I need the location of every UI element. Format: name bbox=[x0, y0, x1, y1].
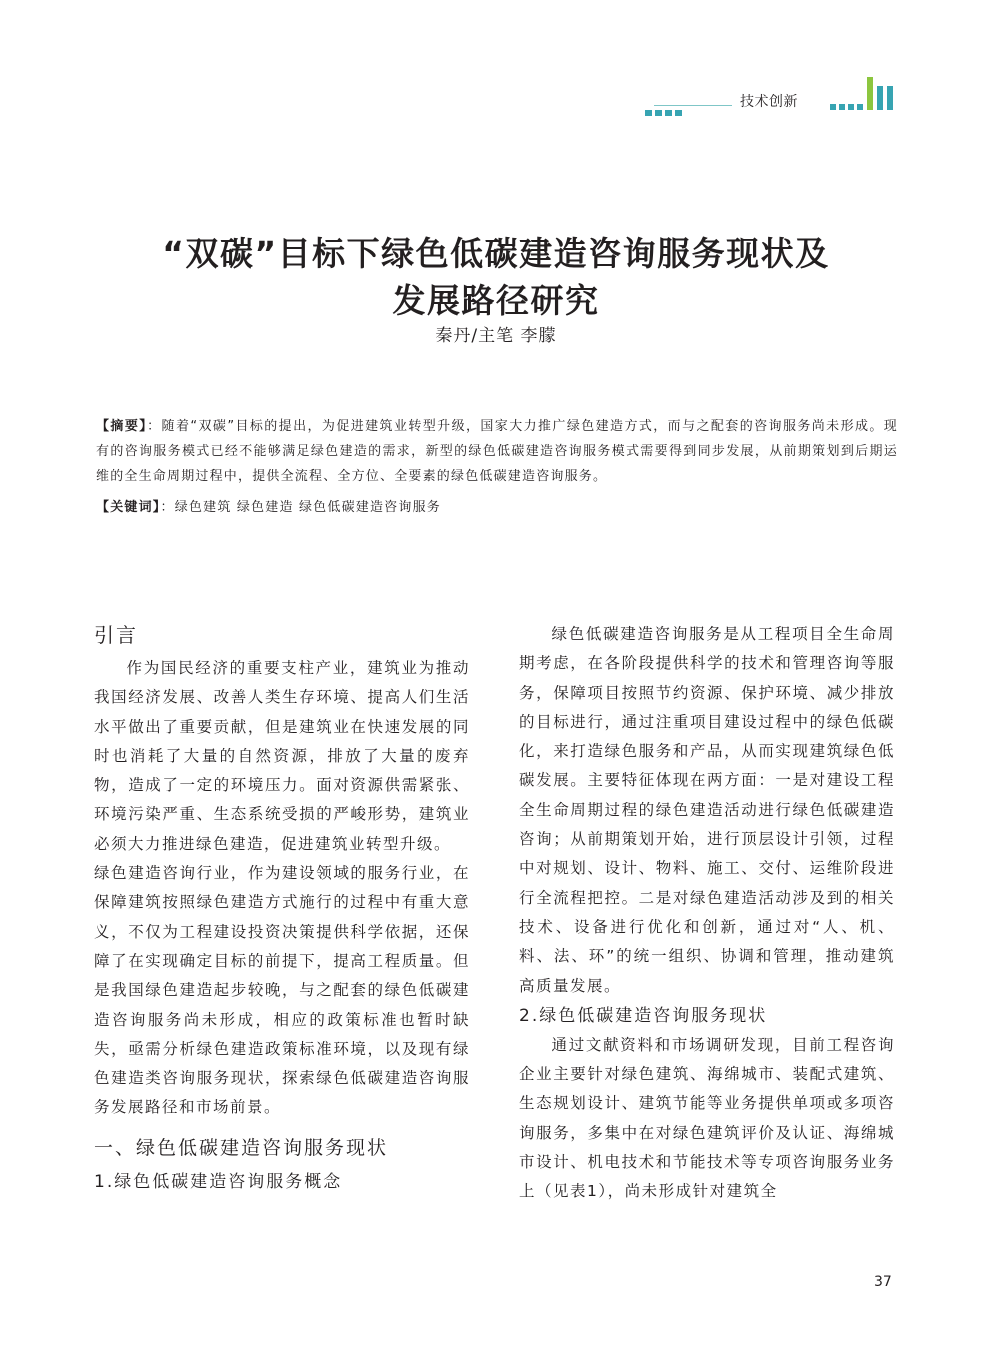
article-title bbox=[60, 230, 932, 324]
bar-chart-icon bbox=[830, 77, 900, 110]
keywords-label: 【关键词】 bbox=[96, 500, 161, 515]
intro-paragraph-2: 绿色建造咨询行业，作为建设领域的服务行业，在保障建筑按照绿色建造方式施行的过程中有重大意义，不仅为工程建设投资决策提供科学依据，还保障了在实现确定目标的前提下，提高工程质量。但是我国绿色建造起步较晚，与之配套的绿色低碳建造咨询服务尚未形成，相应的政策标准也暂时缺失，亟需分析绿色建造政策标准环境，以及现有绿色建造类咨询服务现状，探索绿色低碳建造咨询服务发展路径和市场前景。 bbox=[94, 864, 470, 1117]
keywords-text: ：绿色建筑 绿色建造 绿色低碳建造咨询服务 bbox=[160, 500, 441, 515]
authors: 秦丹/主笔 李朦 bbox=[435, 326, 557, 346]
subsection-2-heading: 2.绿色低碳建造咨询服务现状 bbox=[519, 1005, 768, 1026]
title-line-2: 发展路径研究 bbox=[392, 281, 600, 320]
section-1-heading: 一、绿色低碳建造咨询服务现状 bbox=[94, 1136, 389, 1159]
page-number: 37 bbox=[874, 1274, 892, 1290]
left-column bbox=[94, 620, 470, 1197]
subsection-1-heading: 1.绿色低碳建造咨询服务概念 bbox=[94, 1171, 343, 1192]
section-tag: 技术创新 bbox=[740, 94, 798, 110]
header-rule bbox=[654, 105, 732, 106]
abstract-label: 【摘要】 bbox=[96, 419, 148, 434]
abstract-text: ：随着“双碳”目标的提出，为促进建筑业转型升级，国家大力推广绿色建造方式，而与之配套的咨询服务尚未形成。现有的咨询服务模式已经不能够满足绿色建造的需求，新型的绿色低碳建造咨询服务模式需要得到同步发展，从前期策划到后期运维的全生命周期过程中，提供全流程、全方位、全要素的绿色低碳建造咨询服务。 bbox=[96, 419, 898, 484]
intro-heading: 引言 bbox=[94, 623, 138, 647]
page-header bbox=[0, 0, 992, 130]
right-column bbox=[519, 620, 895, 1207]
subsection-2-paragraph: 通过文献资料和市场调研发现，目前工程咨询企业主要针对绿色建筑、海绵城市、装配式建筑、生态规划设计、建筑节能等业务提供单项或多项咨询服务，多集中在对绿色建筑评价及认证、海绵城市设计、机电技术和节能技术等专项咨询服务业务上（见表1），尚未形成针对建筑全 bbox=[519, 1035, 895, 1201]
abstract bbox=[96, 414, 898, 489]
intro-paragraph-1: 作为国民经济的重要支柱产业，建筑业为推动我国经济发展、改善人类生存环境、提高人们生活水平做出了重要贡献，但是建筑业在快速发展的同时也消耗了大量的自然资源，排放了大量的废弃物，造成了一定的环境压力。面对资源供需紧张、环境污染严重、生态系统受损的严峻形势，建筑业必须大力推进绿色建造，促进建筑业转型升级。 bbox=[94, 659, 470, 853]
keywords bbox=[96, 495, 898, 520]
title-line-1: “双碳”目标下绿色低碳建造咨询服务现状及 bbox=[162, 234, 830, 273]
subsection-1-paragraph: 绿色低碳建造咨询服务是从工程项目全生命周期考虑，在各阶段提供科学的技术和管理咨询等服务，保障项目按照节约资源、保护环境、减少排放的目标进行，通过注重项目建设过程中的绿色低碳化，来打造绿色服务和产品，从而实现建筑绿色低碳发展。主要特征体现在两方面：一是对建设工程全生命周期过程的绿色建造活动进行绿色低碳建造咨询；从前期策划开始，进行顶层设计引领，过程中对规划、设计、物料、施工、交付、运维阶段进行全流程把控。二是对绿色建造活动涉及到的相关技术、设备进行优化和创新，通过对“人、机、料、法、环”的统一组织、协调和管理，推动建筑高质量发展。 bbox=[519, 625, 895, 995]
